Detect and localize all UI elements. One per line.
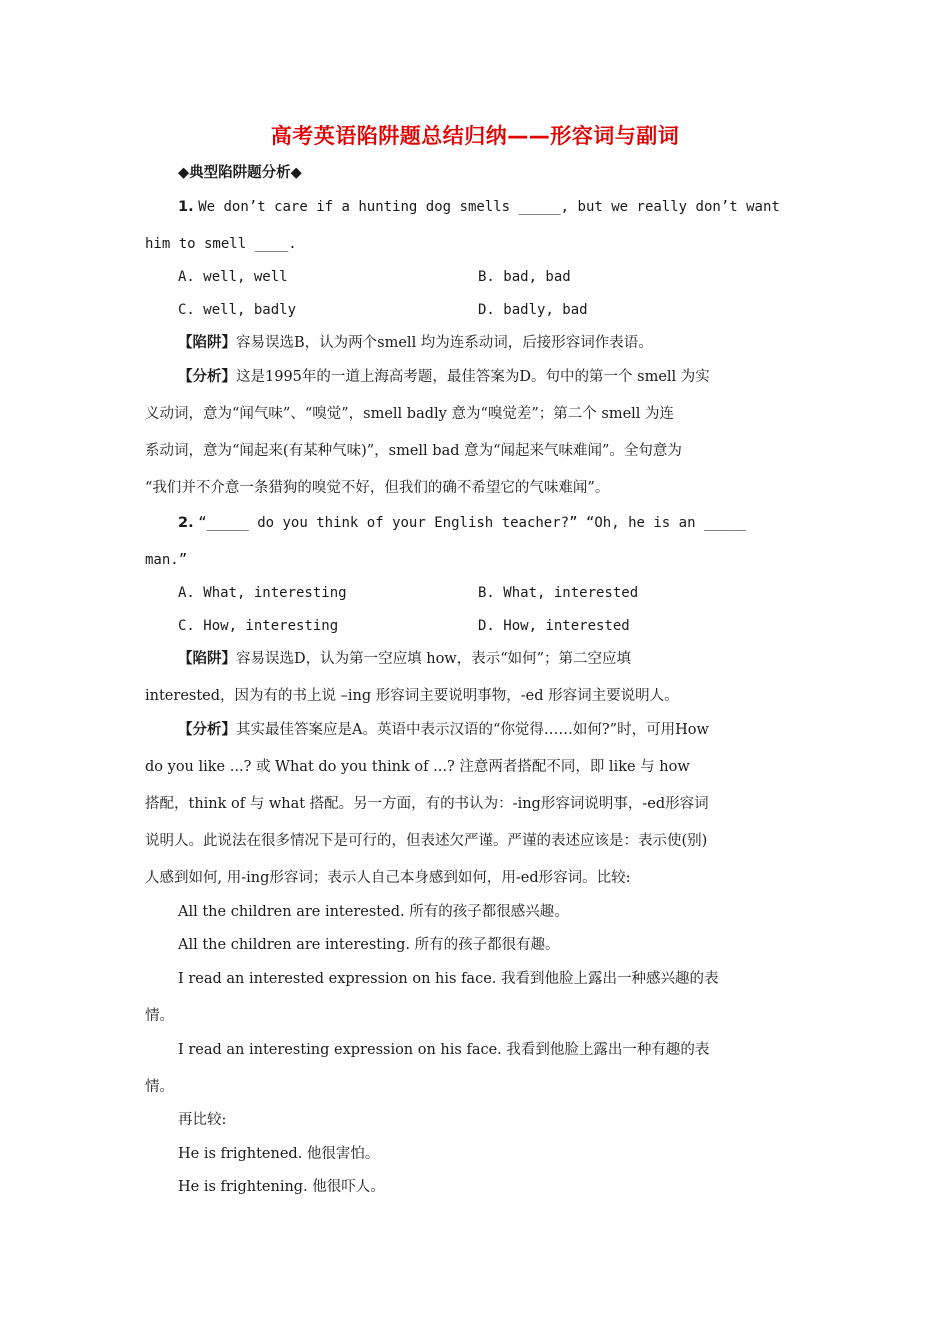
q2-option-c: C. How, interesting <box>178 618 339 634</box>
q2-analysis-line2: do you like ...? 或 What do you think of ...? 注意两者搭配不同，即 like 与 how <box>145 759 690 775</box>
q2-analysis-label: 【分析】 <box>178 722 236 738</box>
q2-analysis-text1: 其实最佳答案应是A。英语中表示汉语的“你觉得……如何?”时，可用How <box>236 722 709 738</box>
q2-trap-text1: 容易误选D，认为第一空应填 how，表示“如何”；第二空应填 <box>236 651 632 667</box>
q2-option-a: A. What, interesting <box>178 585 347 601</box>
q2-trap-line2: interested，因为有的书上说 –ing 形容词主要说明事物，-ed 形容词主要说明人。 <box>145 688 679 704</box>
q1-trap <box>178 333 653 353</box>
q2-option-d: D. How, interested <box>478 618 630 634</box>
q2-example5: He is frightened. 他很害怕。 <box>178 1146 380 1162</box>
q1-stem-text: We don’t care if a hunting dog smells _____, but we really don’t want <box>198 199 780 215</box>
q2-trap-line1 <box>178 649 631 669</box>
q2-option-b: B. What, interested <box>478 585 639 601</box>
q1-option-a: A. well, well <box>178 269 288 285</box>
q2-example1: All the children are interested. 所有的孩子都很感兴趣。 <box>178 904 569 920</box>
section-heading: ◆典型陷阱题分析◆ <box>178 165 302 181</box>
q2-number: 2. <box>178 515 194 531</box>
q1-number: 1. <box>178 199 194 215</box>
q2-example4-line1: I read an interesting expression on his face. 我看到他脸上露出一种有趣的表 <box>178 1042 710 1058</box>
q1-analysis-label: 【分析】 <box>178 369 236 385</box>
q1-trap-text: 容易误选B，认为两个smell 均为连系动词，后接形容词作表语。 <box>236 335 653 351</box>
q1-option-b: B. bad, bad <box>478 269 571 285</box>
q2-example4-line2: 情。 <box>145 1079 174 1095</box>
q1-analysis-line4: “我们并不介意一条猎狗的嗅觉不好，但我们的确不希望它的气味难闻”。 <box>145 480 610 496</box>
q2-analysis-line3: 搭配，think of 与 what 搭配。另一方面，有的书认为：-ing形容词说明事，-ed形容词 <box>145 796 709 812</box>
q2-stem-text: “_____ do you think of your English teacher?” “Oh, he is an _____ <box>198 515 747 531</box>
q1-analysis-line3: 系动词，意为“闻起来(有某种气味)”，smell bad 意为“闻起来气味难闻”。全句意为 <box>145 443 682 459</box>
q1-option-c: C. well, badly <box>178 302 297 318</box>
q2-analysis-line4: 说明人。此说法在很多情况下是可行的，但表述欠严谨。严谨的表述应该是：表示使(别) <box>145 833 708 849</box>
document-title: 高考英语陷阱题总结归纳——形容词与副词 <box>270 124 680 148</box>
q2-analysis-line1 <box>178 720 709 740</box>
q1-trap-label: 【陷阱】 <box>178 335 236 351</box>
q1-analysis-text1: 这是1995年的一道上海高考题，最佳答案为D。句中的第一个 smell 为实 <box>236 369 710 385</box>
q2-compare-again: 再比较: <box>178 1112 227 1128</box>
q2-example6: He is frightening. 他很吓人。 <box>178 1179 385 1195</box>
q2-stem-line1 <box>178 513 746 533</box>
q1-analysis-line2: 义动词，意为“闻气味”、“嗅觉”，smell badly 意为“嗅觉差”；第二个 smell 为连 <box>145 406 675 422</box>
q2-stem-line2: man.” <box>145 552 188 568</box>
q2-example3-line1: I read an interested expression on his face. 我看到他脸上露出一种感兴趣的表 <box>178 971 719 987</box>
q2-example3-line2: 情。 <box>145 1008 174 1024</box>
q1-analysis-line1 <box>178 367 710 387</box>
q2-example2: All the children are interesting. 所有的孩子都很有趣。 <box>178 937 560 953</box>
q2-analysis-line5: 人感到如何, 用-ing形容词；表示人自己本身感到如何，用-ed形容词。比较: <box>145 870 631 886</box>
q1-stem-line2: him to smell ____. <box>145 236 297 252</box>
q1-option-d: D. badly, bad <box>478 302 588 318</box>
q2-trap-label: 【陷阱】 <box>178 651 236 667</box>
q1-stem-line1 <box>178 197 780 217</box>
